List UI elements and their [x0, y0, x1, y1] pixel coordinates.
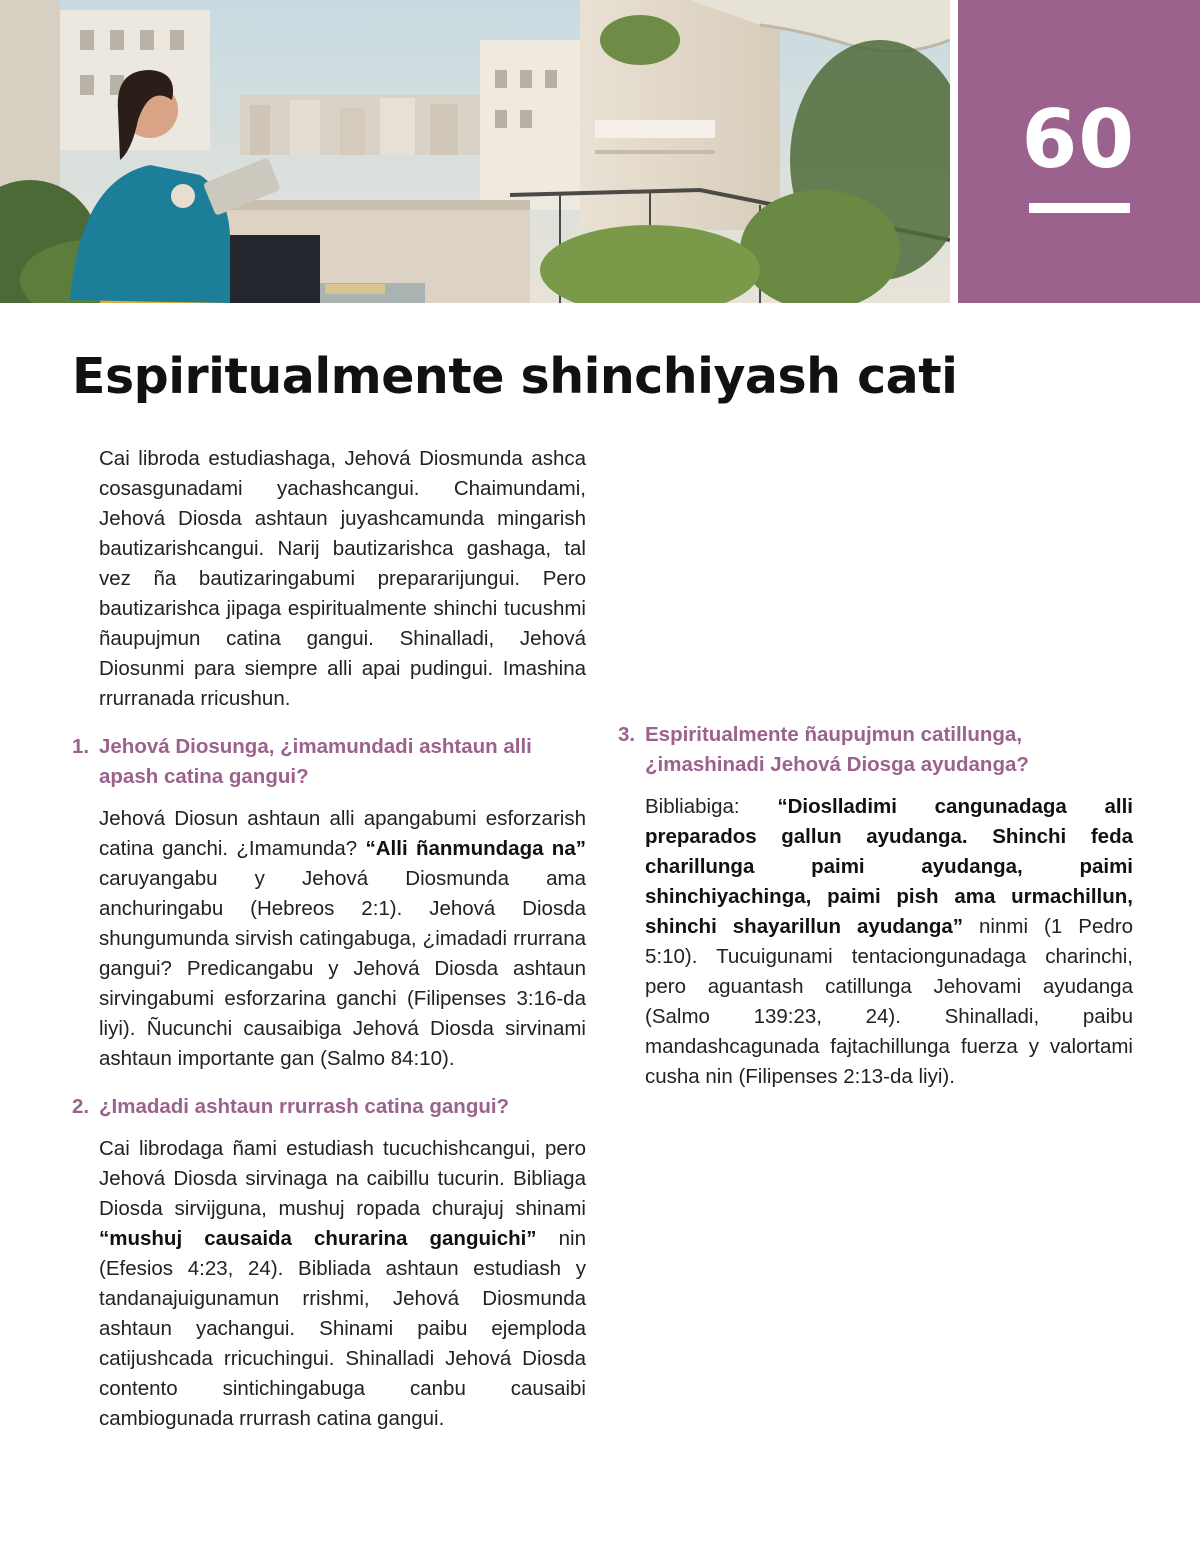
- question-2: [72, 1092, 586, 1122]
- answer-3-text-a: Bibliabiga:: [645, 795, 778, 818]
- answer-1-text-a: Jehová Diosun ashtaun alli apangabumi esforzarish catina ganchi. ¿Imamunda?: [99, 807, 586, 860]
- question-1: [72, 732, 586, 792]
- answer-2-paragraph: [72, 1134, 586, 1434]
- answer-1-text-b: caruyangabu y Jehová Diosmunda ama anchuringabu (Hebreos 2:1). Jehová Diosda shungumunda sirvish catingabuga, ¿imadadi rrurrana gangui? Predicangabu y Jehová Diosda ashtaun sirvingabumi esforzarina ganchi (Filipenses 3:16-da liyi). Ñucunchi causaibiga Jehová Diosda sirvinami ashtaun importante gan (Salmo 84:10).: [99, 867, 586, 1070]
- answer-1-bold-quote: “Alli ñanmundaga na”: [365, 837, 586, 860]
- answer-3-paragraph: [618, 792, 1133, 1092]
- answer-2-bold-quote: “mushuj causaida churarina ganguichi”: [99, 1227, 537, 1250]
- question-2-text: ¿Imadadi ashtaun rrurrash catina gangui?: [99, 1095, 510, 1118]
- answer-3-text-b: ninmi (1 Pedro 5:10). Tucuigunami tentaciongunadaga charinchi, pero aguantash catillunga Jehovami ayudanga (Salmo 139:23, 24). Shinalladi, paibu mandashcagunada fajtachillunga fuerza y valortami cusha nin (Filipenses 2:13-da liyi).: [645, 915, 1133, 1088]
- hero-photo: [0, 0, 950, 303]
- question-1-number: 1.: [72, 735, 90, 758]
- question-1-text: Jehová Diosunga, ¿imamundadi ashtaun alli apash catina gangui?: [99, 735, 532, 788]
- question-3-number: 3.: [618, 723, 636, 746]
- question-2-number: 2.: [72, 1095, 90, 1118]
- answer-3-bold-quote: “Dioslladimi cangunadaga alli preparados gallun ayudanga. Shinchi feda charillunga paimi ayudanga, paimi shinchiyachinga, paimi pish ama urmachillun, shinchi shayarillun ayudanga”: [645, 795, 1134, 938]
- answer-2-text-a: Cai librodaga ñami estudiash tucuchishcangui, pero Jehová Diosda sirvinaga na caibillu tucurin. Bibliaga Diosda sirvijguna, mushuj ropada churajuj shinami: [99, 1137, 586, 1220]
- page-title: Espiritualmente shinchiyash cati: [72, 348, 958, 405]
- lesson-number-box: [958, 0, 1200, 303]
- answer-1-paragraph: [72, 804, 586, 1074]
- intro-paragraph: Cai libroda estudiashaga, Jehová Diosmunda ashca cosasgunadami yachashcangui. Chaimundami, Jehová Diosda ashtaun juyashcamunda mingarish bautizarishcangui. Narij bautizarishca gashaga, tal vez ña bautizaringabumi prepararijungui. Pero bautizarishca jipaga espiritualmente shinchi tucushmi ñaupujmun catina gangui. Shinalladi, Jehová Diosunmi para siempre alli apai pudingui. Imashina rrurranada rricushun.: [99, 447, 586, 710]
- answer-2-text-b: nin (Efesios 4:23, 24). Bibliada ashtaun estudiash y tandanajuigunamun rrishmi, Jehová Diosmunda ashtaun yachangui. Shinami paibu ejemploda catijushcada rricuchingui. Shinalladi Jehová Diosda contento sintichingabuga canbu causaibi cambiogunada rrurrash catina gangui.: [99, 1227, 586, 1430]
- lesson-number-underline: [1029, 203, 1130, 213]
- left-column: [72, 444, 586, 1434]
- lesson-number: 60: [1021, 93, 1135, 186]
- right-column: [618, 444, 1133, 1092]
- question-3-text: Espiritualmente ñaupujmun catillunga, ¿imashinadi Jehová Diosga ayudanga?: [645, 723, 1029, 776]
- woman-reading-on-balcony-photo: [0, 0, 950, 303]
- question-3: [618, 720, 1133, 780]
